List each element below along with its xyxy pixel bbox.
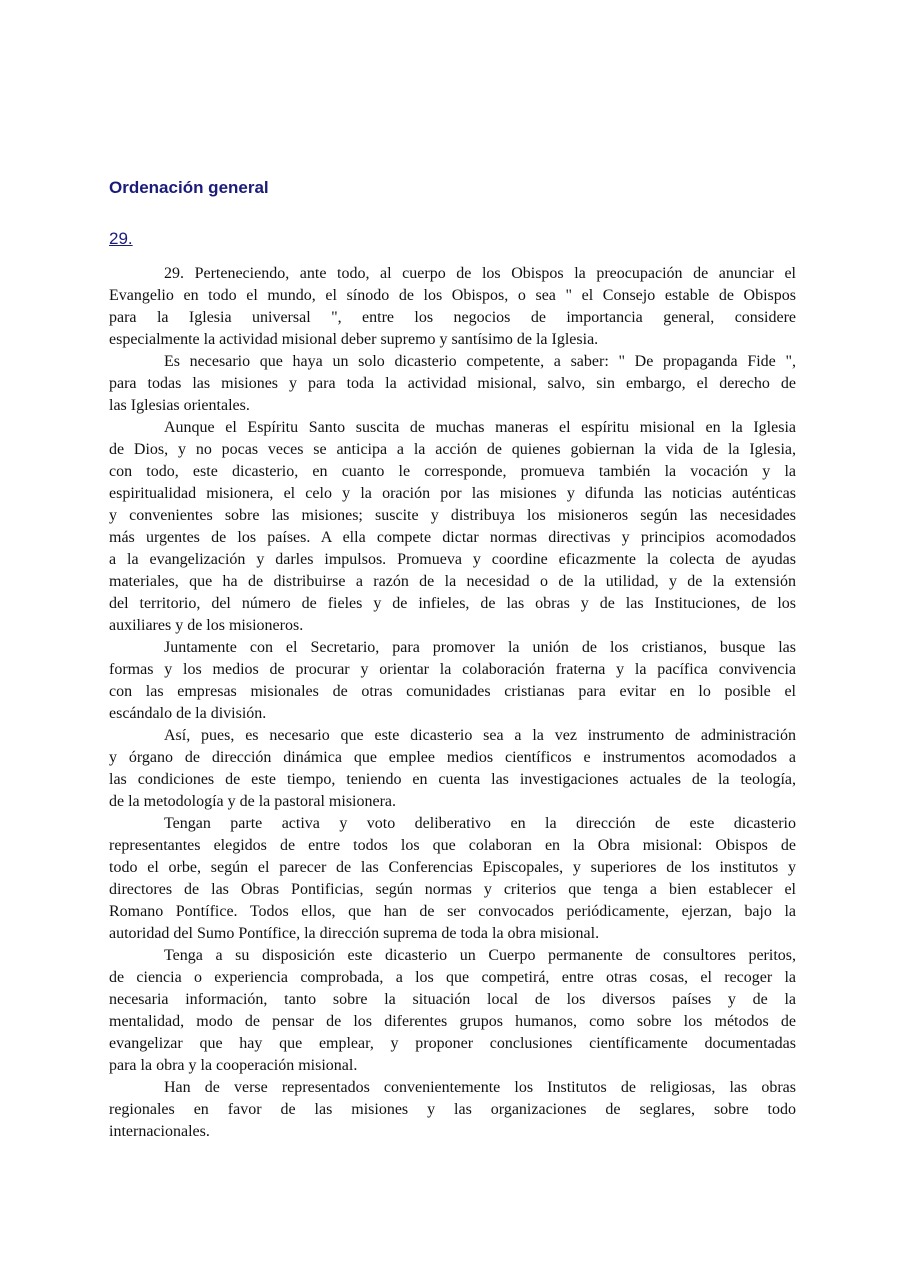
- text-line: todo el orbe, según el parecer de las Conferencias Episcopales, y superiores de los institutos y: [109, 859, 796, 876]
- text-line: 29. Perteneciendo, ante todo, al cuerpo de los Obispos la preocupación de anunciar el: [164, 265, 796, 282]
- document-body: [109, 263, 796, 1143]
- text-line: representantes elegidos de entre todos los que colaboran en la Obra misional: Obispos de: [109, 837, 796, 854]
- text-line: las Iglesias orientales.: [109, 397, 250, 414]
- paragraph: [109, 1077, 796, 1143]
- text-line: Han de verse representados convenientemente los Institutos de religiosas, las obras: [164, 1079, 796, 1096]
- text-line: para todas las misiones y para toda la actividad misional, salvo, sin embargo, el derecho de: [109, 375, 796, 392]
- text-line: las condiciones de este tiempo, teniendo en cuenta las investigaciones actuales de la teología,: [109, 771, 796, 788]
- text-line: de ciencia o experiencia comprobada, a los que competirá, entre otras cosas, el recoger la: [109, 969, 796, 986]
- text-line: Evangelio en todo el mundo, el sínodo de los Obispos, o sea " el Consejo estable de Obispos: [109, 287, 796, 304]
- text-line: a la evangelización y darles impulsos. Promueva y coordine eficazmente la colecta de ayudas: [109, 551, 796, 568]
- paragraph: [109, 945, 796, 1077]
- text-line: Es necesario que haya un solo dicasterio competente, a saber: " De propaganda Fide ",: [164, 353, 796, 370]
- paragraph-number-link[interactable]: 29.: [109, 229, 133, 248]
- text-line: Así, pues, es necesario que este dicasterio sea a la vez instrumento de administración: [164, 727, 796, 744]
- paragraph: [109, 417, 796, 637]
- text-line: autoridad del Sumo Pontífice, la dirección suprema de toda la obra misional.: [109, 925, 600, 942]
- text-line: necesaria información, tanto sobre la situación local de los diversos países y de la: [109, 991, 796, 1008]
- paragraph: [109, 637, 796, 725]
- text-line: mentalidad, modo de pensar de los diferentes grupos humanos, como sobre los métodos de: [109, 1013, 796, 1030]
- text-line: Tenga a su disposición este dicasterio un Cuerpo permanente de consultores peritos,: [164, 947, 796, 964]
- text-line: formas y los medios de procurar y orientar la colaboración fraterna y la pacífica convivencia: [109, 661, 796, 678]
- paragraph: [109, 725, 796, 813]
- text-line: con todo, este dicasterio, en cuanto le corresponde, promueva también la vocación y la: [109, 463, 796, 480]
- text-line: y órgano de dirección dinámica que emplee medios científicos e instrumentos acomodados a: [109, 749, 796, 766]
- paragraph: [109, 813, 796, 945]
- text-line: escándalo de la división.: [109, 705, 267, 722]
- text-line: y convenientes sobre las misiones; suscite y distribuya los misioneros según las necesidades: [109, 507, 796, 524]
- section-heading: Ordenación general: [109, 178, 269, 197]
- text-line: para la obra y la cooperación misional.: [109, 1057, 358, 1074]
- text-line: especialmente la actividad misional deber supremo y santísimo de la Iglesia.: [109, 331, 599, 348]
- text-line: materiales, que ha de distribuirse a razón de la necesidad o de la utilidad, y de la extensión: [109, 573, 796, 590]
- text-line: internacionales.: [109, 1123, 210, 1140]
- text-line: auxiliares y de los misioneros.: [109, 617, 304, 634]
- paragraph: [109, 351, 796, 417]
- text-line: directores de las Obras Pontificias, según normas y criterios que tenga a bien establecer el: [109, 881, 796, 898]
- text-line: para la Iglesia universal ", entre los negocios de importancia general, considere: [109, 309, 796, 326]
- text-line: Tengan parte activa y voto deliberativo en la dirección de este dicasterio: [164, 815, 796, 832]
- text-line: Aunque el Espíritu Santo suscita de muchas maneras el espíritu misional en la Iglesia: [164, 419, 796, 436]
- text-line: de la metodología y de la pastoral misionera.: [109, 793, 397, 810]
- text-line: Juntamente con el Secretario, para promover la unión de los cristianos, busque las: [164, 639, 796, 656]
- text-line: con las empresas misionales de otras comunidades cristianas para evitar en lo posible el: [109, 683, 796, 700]
- text-line: Romano Pontífice. Todos ellos, que han de ser convocados periódicamente, ejerzan, bajo la: [109, 903, 796, 920]
- text-line: regionales en favor de las misiones y las organizaciones de seglares, sobre todo: [109, 1101, 796, 1118]
- text-line: de Dios, y no pocas veces se anticipa a la acción de quienes gobiernan la vida de la Iglesia,: [109, 441, 796, 458]
- text-line: del territorio, del número de fieles y de infieles, de las obras y de las Instituciones, de los: [109, 595, 796, 612]
- paragraph: [109, 263, 796, 351]
- text-line: evangelizar que hay que emplear, y proponer conclusiones científicamente documentadas: [109, 1035, 796, 1052]
- text-line: espiritualidad misionera, el celo y la oración por las misiones y difunda las noticias auténticas: [109, 485, 796, 502]
- text-line: más urgentes de los países. A ella compete dictar normas directivas y principios acomodados: [109, 529, 796, 546]
